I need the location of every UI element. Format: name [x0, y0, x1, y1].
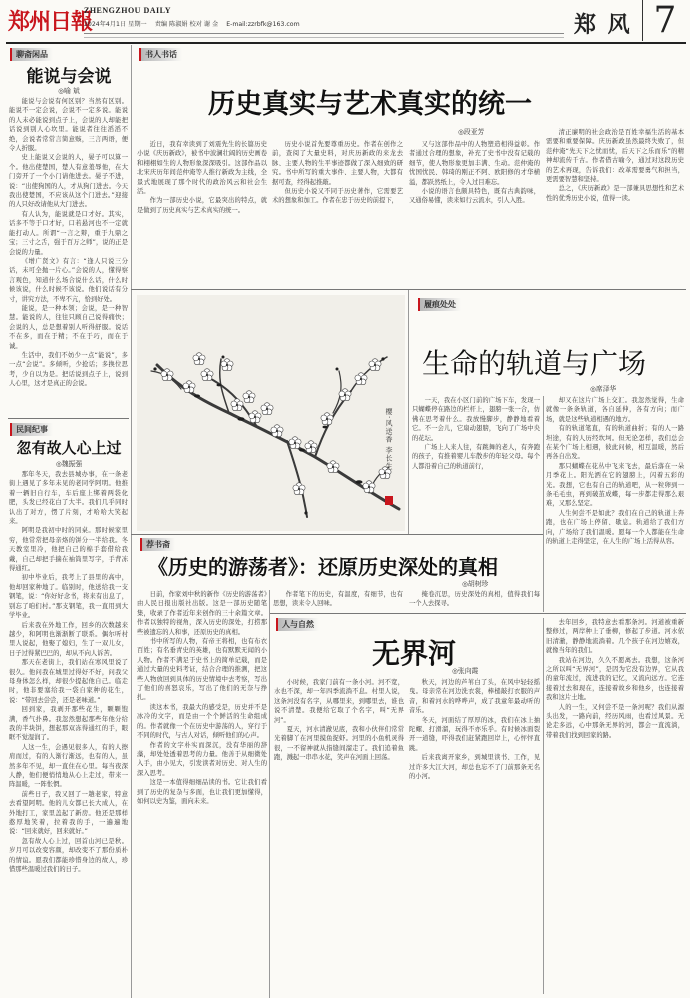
paragraph: 夏天，河水清澈见底，我和小伙伴们常常光着脚丫在河里摸鱼捉虾。河里的小鱼机灵得很，一不留神就从指缝间溜走了。我们追着鱼跑，溅起一串串水花，笑声在河面上回荡。: [274, 726, 404, 762]
article-body-column: [274, 678, 404, 994]
paragraph: 那只蝴蝶在花丛中飞来飞去，最后落在一朵月季花上。阳光洒在它的翅膀上，闪着五彩的光。我想，它也有自己的轨道吧，从一粒卵到一条毛毛虫，再到破茧成蝶，每一步都走得那么艰难，又那么坚定。: [546, 462, 684, 508]
column-label: 荐书斋: [140, 538, 175, 551]
paragraph: 这是一本值得细细品读的书。它让我们看到了历史的复杂与多面，也让我们更加懂得，如何以史为鉴，面向未来。: [137, 779, 267, 805]
bud: [222, 356, 225, 359]
divider: [408, 290, 409, 534]
paragraph: 后来我离开家乡，到城里读书、工作，见过许多大江大河，却总也忘不了门前那条无名的小河。: [409, 754, 540, 781]
section-name: 郑 风: [574, 12, 632, 38]
paragraph: 总之，《庆历新政》是一部兼具思想性和艺术性的优秀历史小说，值得一读。: [546, 185, 684, 202]
paragraph: 冬天，河面结了厚厚的冰，我们在冰上抽陀螺、打滑溜，玩得不亦乐乎。有时候冰面裂开一道缝，吓得我们赶紧跑回岸上，心怦怦直跳。: [409, 716, 540, 752]
paragraph: 生活中，我们不妨少一点“能说”，多一点“会说”。多倾听，少抢话；多换位思考，少自以为是。把话说到点子上，说到人心里，这才是真正的会说。: [9, 351, 128, 388]
bud: [381, 357, 384, 360]
paragraph: 阿明是我初中时的同桌。那时候家里穷，他常常把母亲烙的饼分一半给我。冬天教室里冷，他把自己的棉手套借给我戴，自己却把手揣在袖筒里写字，手背冻得通红。: [9, 527, 128, 573]
bud: [153, 367, 156, 370]
bud: [336, 368, 339, 371]
column-label: 履痕处处: [418, 298, 461, 311]
contact-email: E-mail:zzrbfk@163.com: [226, 21, 300, 28]
header-rule: [6, 42, 686, 44]
paragraph: 作为一部历史小说，它最突出的特点，就是做到了历史真实与艺术真实的统一。: [137, 197, 267, 214]
article-byline: ◎喻 斌: [58, 87, 80, 95]
paragraph: 秋天，河边的芦苇白了头，在风中轻轻摇曳。母亲常在河边洗衣裳，棒槌敲打衣服的声音，和着河水的哗哗声，成了我童年最动听的音乐。: [409, 679, 540, 715]
article-body-column: [409, 140, 540, 286]
header-decoration: [84, 33, 564, 38]
paragraph: 却又在这片广场上交汇。我忽然觉得，生命就像一条条轨道，各自延伸，各有方向；而广场，就是这些轨道相遇的地方。: [546, 397, 684, 423]
article-body-column: [137, 590, 267, 994]
article-body-column: [137, 140, 267, 286]
ink-painting: [137, 295, 405, 531]
article-title: 《历史的游荡者》：还原历史深处的真相: [148, 555, 498, 579]
column-label: 人与自然: [276, 618, 319, 631]
paragraph: 小说的语言也颇具特色，既有古典韵味，又通俗易懂，读来如行云流水，引人入胜。: [409, 188, 540, 205]
paragraph: 日前，作家刘中秋的新作《历史的游荡者》由人民日报出版社出版。这是一部历史随笔集，收录了作者近年来创作的三十余篇文章。作者以独特的视角，深入历史的深处，打捞那些被遗忘的人和事，还原历史的真相。: [137, 591, 267, 636]
article-body-column: [273, 590, 403, 610]
column-label: 民间纪事: [10, 423, 53, 436]
paragraph: 掩卷沉思，历史深处的真相，值得我们每一个人去探寻。: [409, 591, 540, 608]
paragraph: 书中所写的人物，有帝王将相，也有布衣百姓；有名垂青史的英雄，也有默默无闻的小人物。作者不满足于史书上的简单记载，而是通过大量的史料考证，结合合理的推测，把这些人物放回到具体的历史情境中去考察，写出了他们的喜怒哀乐，写出了他们的无奈与挣扎。: [137, 638, 267, 702]
article-byline: ◎席泽华: [590, 385, 617, 393]
paper-english-name: ZHENGZHOU DAILY: [84, 6, 171, 15]
paragraph: 有的轨道笔直，有的轨道曲折；有的人一路坦途，有的人历经坎坷。但无论怎样，我们总会在某个广场上相遇，彼此问候，相互温暖，然后再各自出发。: [546, 425, 684, 461]
paragraph: 又与这部作品中的人物塑造相得益彰。作者通过合理的想象，补充了史书中没有记载的细节，使人物形象更加丰满、生动。范仲淹的忧国忧民、韩琦的刚正不阿、欧阳修的才华横溢，都跃然纸上，令人过目难忘。: [409, 141, 540, 186]
article-body-column: [409, 590, 540, 610]
paragraph: 清正廉明的社会政治是百姓幸福生活的基本需要和重要保障。庆历新政虽然最终失败了，但范仲淹“先天下之忧而忧，后天下之乐而乐”的精神却流传千古。作者借古喻今，通过对这段历史的艺术再现，告诉我们：改革需要勇气和担当，更需要智慧和坚持。: [546, 129, 684, 184]
paragraph: 读这本书，我最大的感受是，历史并不是冰冷的文字，而是由一个个鲜活的生命组成的。作者就像一个在历史中游荡的人，穿行于不同的时代，与古人对话，倾听他们的心声。: [137, 703, 267, 740]
bud: [304, 511, 307, 514]
painting-caption: 樱·风送香 李长生: [385, 408, 393, 471]
divider: [270, 613, 543, 614]
paragraph: 但历史小说又不同于历史著作，它需要艺术的想象和加工。作者在忠于历史的前提下，: [272, 188, 403, 205]
divider: [131, 534, 543, 535]
column-label: 聊斋闲品: [10, 48, 53, 61]
paragraph: 去年回乡，我特意去看那条河。河道被重新整修过，两岸种上了垂柳，修起了步道。河水依旧清澈，静静地流淌着。几个孩子在河边嬉戏，就像当年的我们。: [546, 619, 684, 655]
paragraph: 人这一生，会遇见很多人，有的人擦肩而过，有的人渐行渐远，也有的人，虽然多年不见，却一直住在心里。每当夜深人静，他们便悄悄地从心上走过，带来一阵温暖，一阵怅惘。: [9, 743, 128, 789]
article-body-column: [9, 470, 128, 994]
ink-dot: [323, 426, 328, 429]
paragraph: 《增广贤文》有言：“逢人只说三分话，未可全抛一片心。”会说的人，懂得察言观色，知道什么场合说什么话，什么时候该说，什么时候不该说。他们说话有分寸，讲究方法，不卑不亢，恰到好处。: [9, 257, 128, 303]
paragraph: 一天，我在小区门前的广场下车，发现一只蝴蝶停在路边的栏杆上，翅膀一张一合，仿佛在思考着什么。我放慢脚步，静静地看着它。不一会儿，它扇动翅膀，飞向了广场中央的花坛。: [412, 397, 540, 442]
paragraph: 人生何尝不是如此？我们在自己的轨道上奔跑，也在广场上停留、歇息。轨道给了我们方向，广场给了我们温暖。愿每一个人都能在生命的轨道上走得坚定，在人生的广场上活得从容。: [546, 509, 684, 546]
article-byline: ◎段亚芳: [458, 128, 485, 136]
paragraph: 忽有故人心上过，回首山河已是秋。岁月可以改变容颜，却改变不了那份质朴的情谊。愿我们都能珍惜身边的故人，珍惜那些温暖过我们的日子。: [9, 837, 128, 874]
article-byline: ◎魏振强: [55, 460, 83, 468]
article-title: 历史真实与艺术真实的统一: [208, 89, 532, 120]
ink-dot: [299, 448, 305, 451]
paragraph: 人的一生，又何尝不是一条河呢？我们从源头出发，一路向前，经历风雨，也看过风景。无论走多远，心中那条无界的河，都会一直流淌，带着我们找到回家的路。: [546, 703, 684, 739]
paragraph: 我站在河边，久久不愿离去。我想，这条河之所以叫“无界河”，是因为它没有边界，它从我的童年流过，流进我的记忆，又流向远方。它连接着过去和现在，连接着故乡和他乡，也连接着我和这片土地。: [546, 656, 684, 702]
paragraph: 有人认为，能说就是口才好。其实，话多不等于口才好，口若悬河也不一定就能打动人。所谓“一言之辩，重于九鼎之宝；三寸之舌，强于百万之师”，说的正是会说的力量。: [9, 210, 128, 256]
paragraph: 广场上人来人往，有跳舞的老人，有奔跑的孩子，有推着婴儿车散步的年轻父母。每个人都沿着自己的轨道前行，: [412, 444, 540, 470]
article-title: 无界河: [372, 637, 457, 670]
ink-dot: [194, 394, 200, 397]
divider: [543, 613, 686, 614]
paragraph: 初中毕业后，我考上了县里的高中，他却回家种地了。临别时，他送给我一支钢笔，说：“你好好念书，将来有出息了，别忘了咱们村。”那支钢笔，我一直用到大学毕业。: [9, 574, 128, 620]
article-byline: ◎胡树珍: [462, 580, 489, 588]
article-body-column: [412, 396, 540, 532]
article-body-column: [546, 396, 684, 610]
paragraph: 作者的文字朴实而深沉，没有华丽的辞藻，却处处透着思考的力量。他善于从细微处入手，由小见大，引发读者对历史、对人生的深入思考。: [137, 741, 267, 777]
paragraph: 前些日子，我又回了一趟老家，特意去看望阿明。他的儿女都已长大成人，在外地打工，家里盖起了新房。他还是那样憨厚地笑着，拉着我的手，一遍遍地说：“回来就好，回来就好。”: [9, 790, 128, 836]
article-title: 生命的轨道与广场: [422, 347, 647, 380]
issue-date: 2024年4月1日 星期一: [84, 21, 147, 28]
paragraph: 作者笔下的历史，有温度，有细节，也有思想，读来令人回味。: [273, 591, 403, 608]
paragraph: 小时候，我家门前有一条小河。河不宽，水也不深，却一年四季流淌不息。村里人说，这条河没有名字，从哪里来，到哪里去，谁也说不清楚。我便给它取了个名字，叫“无界河”。: [274, 679, 404, 724]
editor-credits: 责编 陈淑娟 校对 谢 金: [154, 21, 219, 28]
newspaper-logo: 郑州日報: [8, 9, 93, 35]
red-seal-stamp: [385, 496, 393, 505]
paragraph: 能说，是一种本领；会说，是一种智慧。能说的人，往往只顾自己说得痛快；会说的人，总是想着别人听得舒服。说话不在多，而在于精；不在于巧，而在于诚。: [9, 304, 128, 350]
paragraph: 回到家，我剥开那些花生，颗颗饱满，香气扑鼻。我忽然想起那些年他分给我的半块饼，想起那双冻得通红的手，眼眶不觉湿润了。: [9, 706, 128, 742]
article-byline: ◎张向霞: [452, 667, 479, 675]
divider: [8, 418, 129, 419]
divider: [269, 590, 270, 998]
paragraph: 能说与会说有何区别？当然有区别。能说不一定会说，会说不一定多说。能说的人未必能说到点子上，会说的人却能把话说到别人心坎里。能说者往往滔滔不绝，会说者常常言简意赅，三言两语，便令人折服。: [9, 98, 128, 153]
ink-dot: [238, 417, 245, 421]
article-title: 能说与会说: [26, 67, 112, 87]
divider: [131, 45, 132, 998]
page-number: 7: [642, 0, 687, 41]
issue-info: [84, 19, 306, 28]
article-body-column: [546, 618, 684, 994]
article-title: 忽有故人心上过: [16, 439, 122, 457]
column-label: 书人书话: [139, 48, 182, 61]
paragraph: 那年冬天，我去县城办事，在一条老街上遇见了多年未见的老同学阿明。他推着一辆旧自行车，车后座上绑着两袋化肥，头发已经花白了大半。我们几乎同时认出了对方，愣了片刻，才哈哈大笑起来。: [9, 471, 128, 526]
article-body-column: [272, 140, 403, 286]
paragraph: 史上能说又会说的人，晏子可以算一个。他出使楚国，楚人有意羞辱他，在大门旁开了一个小门请他进去。晏子不进，说：“出使狗国的人，才从狗门进去。今天我出使楚国，不应该从这个门进去。”迎接的人只好改请他从大门进去。: [9, 154, 128, 209]
paragraph: 那天在老街上，我们站在寒风里说了很久。他问我在城里过得好不好，问我父母身体怎么样，却很少提起他自己。临走时，他非要塞给我一袋自家种的花生，说：“带回去尝尝，还是老味道。”: [9, 659, 128, 704]
article-body-column: [546, 128, 684, 286]
article-body-column: [409, 678, 540, 994]
ink-dot: [356, 480, 363, 484]
article-body-column: [9, 97, 128, 413]
ink-dot: [217, 384, 222, 387]
divider: [543, 618, 544, 994]
paragraph: 近日，我有幸读到了刘震先生的长篇历史小说《庆历新政》，被书中波澜壮阔的历史画卷和栩栩如生的人物形象深深吸引。这部作品以北宋庆历年间范仲淹等人推行新政为主线，全景式地展现了那个时代的政治风云和社会生活。: [137, 141, 267, 196]
paragraph: 后来我在外地工作，回乡的次数越来越少，和阿明也渐渐断了联系。偶尔听村里人说起，他娶了媳妇，生了一双儿女，日子过得紧巴巴的，却从不向人诉苦。: [9, 621, 128, 657]
divider: [543, 396, 544, 612]
paragraph: 历史小说首先要尊重历史。作者在创作之前，查阅了大量史料，对庆历新政的来龙去脉、主要人物的生平事迹都做了深入细致的研究。书中所写的重大事件、主要人物，大都有据可查，经得起推敲。: [272, 141, 403, 186]
